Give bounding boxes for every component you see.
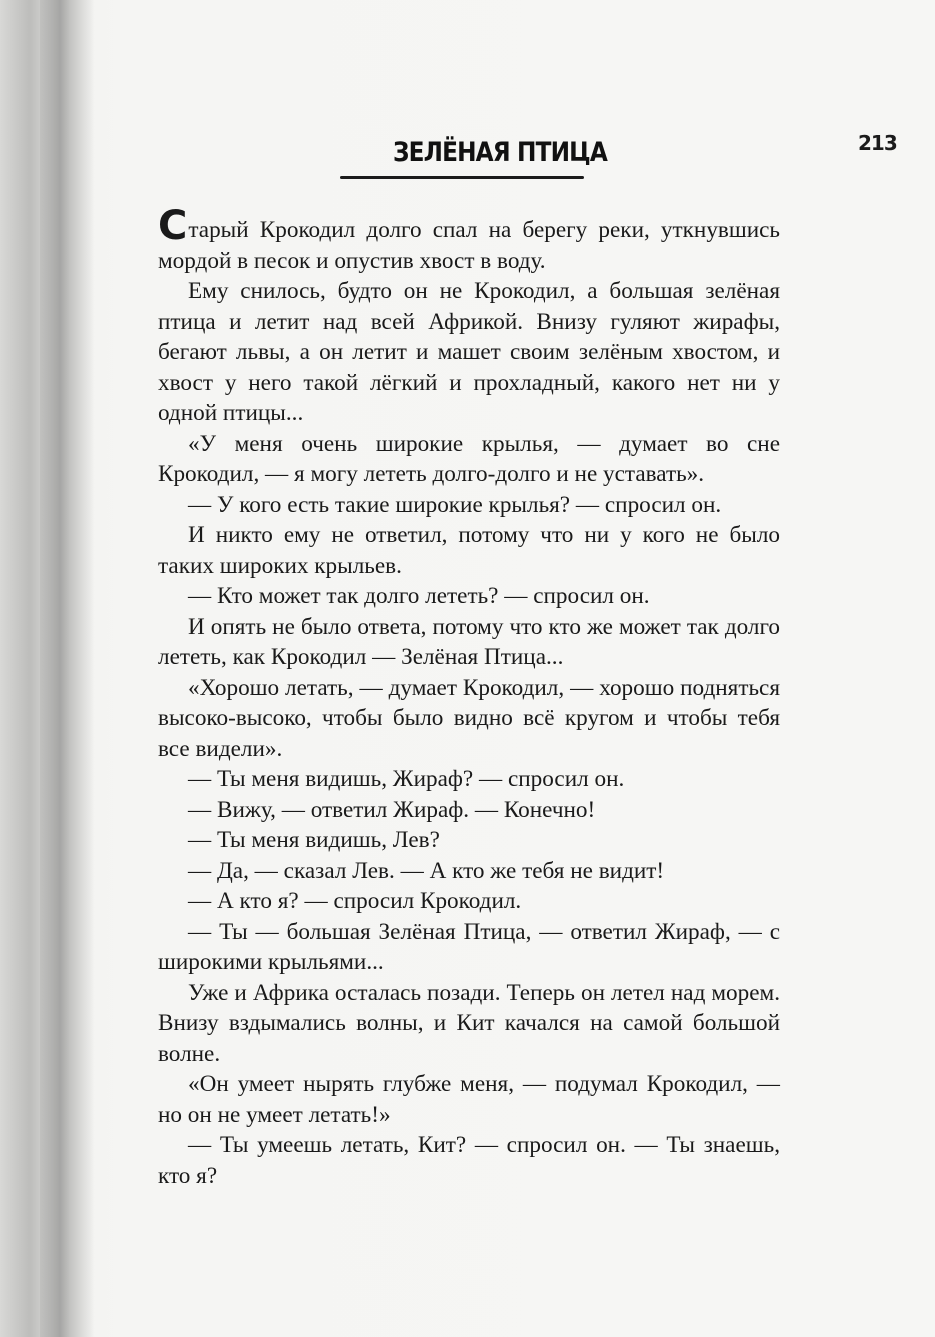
chapter-title: ЗЕЛЁНАЯ ПТИЦА <box>393 137 607 168</box>
paragraph: «Он умеет нырять глубже меня, — подумал Крокодил, — но он не умеет летать!» <box>158 1071 780 1128</box>
drop-cap: С <box>158 203 188 249</box>
paragraph: «У меня очень широкие крылья, — думает во сне Крокодил, — я могу лететь долго-долго и не уставать». <box>158 430 780 487</box>
title-underline <box>340 176 584 179</box>
page-number: 213 <box>858 131 897 155</box>
paragraph: — Ты меня видишь, Лев? <box>188 827 440 853</box>
paragraph: — У кого есть такие широкие крылья? — спросил он. <box>188 491 722 518</box>
paragraph: — Да, — сказал Лев. — А кто же тебя не видит! <box>188 857 665 884</box>
paragraph: И опять не было ответа, потому что кто же может так долго лететь, как Крокодил — Зелёная Птица... <box>158 613 780 670</box>
paragraph: Уже и Африка осталась позади. Теперь он летел над морем. Внизу вздымались волны, и Кит качался на самой большой волне. <box>158 979 780 1067</box>
paragraph: — Ты меня видишь, Жираф? — спросил он. <box>188 766 625 792</box>
binding-shadow <box>40 0 95 1337</box>
paragraph <box>158 203 780 276</box>
paragraph: «Хорошо летать, — думает Крокодил, — хорошо подняться высоко-высоко, чтобы было видно всё кругом и чтобы тебя все видели». <box>158 674 780 762</box>
paragraph: — Ты — большая Зелёная Птица, — ответил Жираф, — с широкими крыльями... <box>158 918 780 975</box>
paragraph: — Ты умеешь летать, Кит? — спросил он. — Ты знаешь, кто я? <box>158 1132 780 1189</box>
paragraph: И никто ему не ответил, потому что ни у кого не было таких широких крыльев. <box>158 522 780 579</box>
paragraph: Ему снилось, будто он не Крокодил, а большая зелёная птица и летит над всей Африкой. Внизу гуляют жирафы, бегают львы, а он летит и машет своим зелёным хвостом, и хвост у него такой лёгкий и прохладный, какого нет ни у одной птицы... <box>158 278 780 426</box>
story-text <box>158 203 780 1191</box>
paragraph: — Вижу, — ответил Жираф. — Конечно! <box>188 796 596 823</box>
paragraph: — Кто может так долго лететь? — спросил он. <box>188 583 650 609</box>
paragraph-text: тарый Крокодил долго спал на берегу реки, уткнувшись мордой в песок и опустив хвост в воду. <box>158 217 780 274</box>
paragraph: — А кто я? — спросил Крокодил. <box>188 888 522 914</box>
